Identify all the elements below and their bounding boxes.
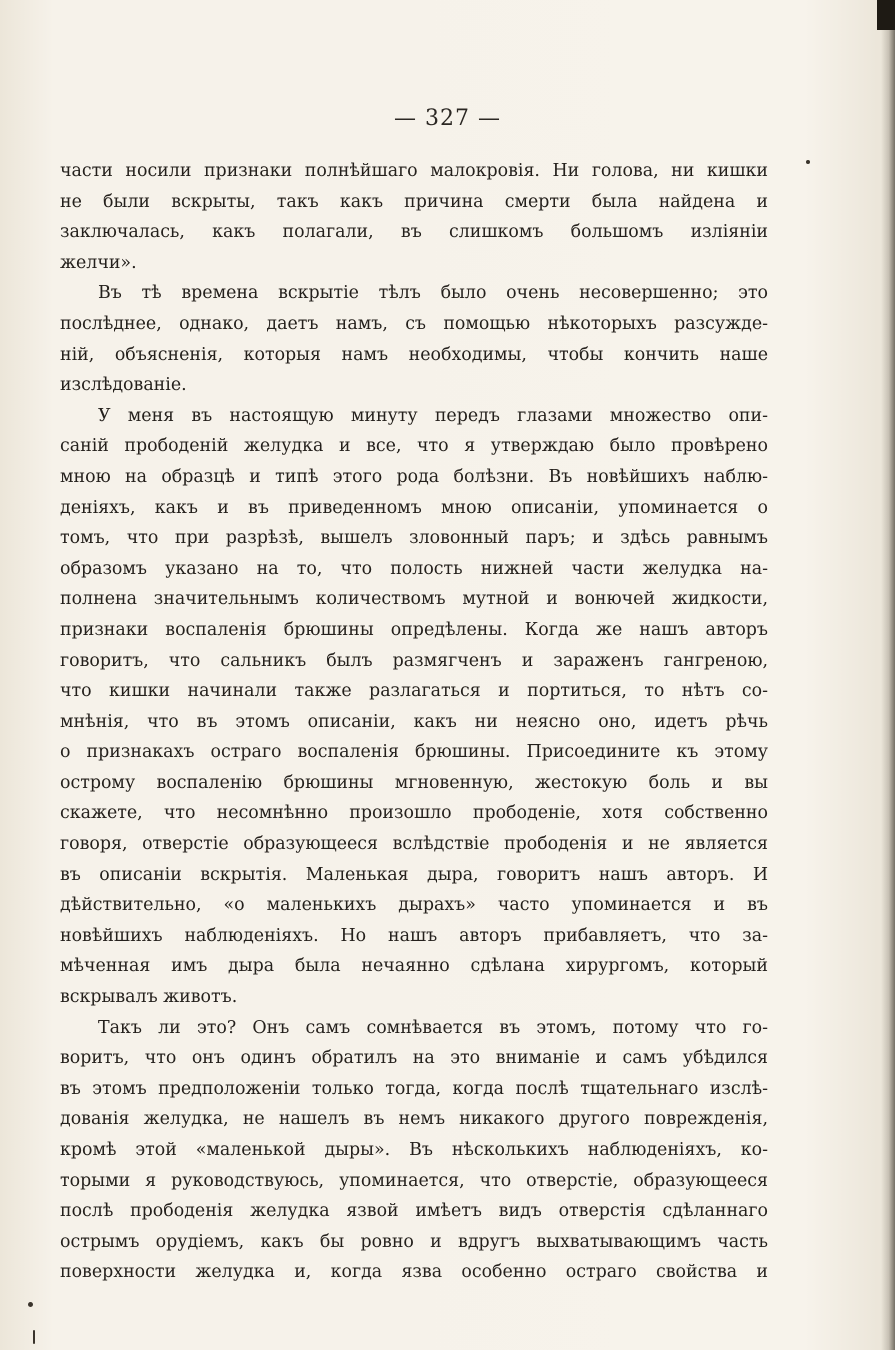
text-line: острому воспаленію брюшины мгновенную, жестокую боль и вы (60, 772, 768, 793)
page-number: — 327 — (394, 106, 501, 131)
text-line: ній, объясненія, которыя намъ необходимы, чтобы кончить наше (60, 344, 768, 365)
text-line: говоря, отверстіе образующееся вслѣдствіе прободенія и не является (60, 834, 768, 855)
text-line: деніяхъ, какъ и въ приведенномъ мною описаніи, упоминается о (60, 497, 768, 518)
page-edge-shadow (881, 0, 895, 1350)
text-line: острымъ орудіемъ, какъ бы ровно и вдругъ выхватывающимъ часть (60, 1231, 768, 1252)
text-line: изслѣдованіе. (60, 375, 187, 396)
ink-speck (28, 1302, 33, 1307)
ink-speck (806, 160, 810, 164)
text-line: кромѣ этой «маленькой дыры». Въ нѣсколькихъ наблюденіяхъ, ко- (60, 1140, 768, 1160)
ink-speck (33, 1330, 35, 1344)
text-line: о признакахъ остраго воспаленія брюшины. Присоедините къ этому (60, 742, 768, 763)
text-line: желчи». (60, 252, 137, 273)
text-line: Такъ ли это? Онъ самъ сомнѣвается въ этомъ, потому что го- (98, 1017, 768, 1038)
text-line: У меня въ настоящую минуту передъ глазами множество опи- (98, 405, 768, 426)
text-line: мною на образцѣ и типѣ этого рода болѣзни. Въ новѣйшихъ наблю- (60, 466, 768, 487)
text-line: Въ тѣ времена вскрытіе тѣлъ было очень несовершенно; это (98, 283, 768, 304)
text-line: саній прободеній желудка и все, что я утверждаю было провѣрено (60, 436, 768, 457)
body-text (60, 156, 768, 1288)
text-line: дованія желудка, не нашелъ въ немъ никакого другого поврежденія, (60, 1109, 768, 1130)
text-line: въ описаніи вскрытія. Маленькая дыра, говоритъ нашъ авторъ. И (60, 864, 768, 885)
text-line: образомъ указано на то, что полость нижней части желудка на- (60, 558, 768, 579)
text-line: послѣ прободенія желудка язвой имѣетъ видъ отверстія сдѣланнаго (60, 1201, 768, 1222)
text-line: мнѣнія, что въ этомъ описаніи, какъ ни неясно оно, идетъ рѣчь (60, 711, 768, 732)
text-line: заключалась, какъ полагали, въ слишкомъ большомъ изліяніи (60, 222, 768, 243)
text-line: въ этомъ предположеніи только тогда, когда послѣ тщательнаго изслѣ- (60, 1078, 768, 1099)
text-line: что кишки начинали также разлагаться и портиться, то нѣтъ со- (60, 681, 768, 702)
text-line: признаки воспаленія брюшины опредѣлены. Когда же нашъ авторъ (60, 619, 768, 640)
text-line: мѣченная имъ дыра была нечаянно сдѣлана хирургомъ, который (60, 956, 768, 977)
text-line: послѣднее, однако, даетъ намъ, съ помощью нѣкоторыхъ разсужде- (60, 313, 768, 334)
text-line: новѣйшихъ наблюденіяхъ. Но нашъ авторъ прибавляетъ, что за- (60, 925, 768, 946)
text-line: томъ, что при разрѣзѣ, вышелъ зловонный паръ; и здѣсь равнымъ (60, 528, 768, 549)
text-line: полнена значительнымъ количествомъ мутной и вонючей жидкости, (60, 589, 768, 610)
text-line: воритъ, что онъ одинъ обратилъ на это вниманіе и самъ убѣдился (60, 1048, 768, 1069)
text-line: говоритъ, что сальникъ былъ размягченъ и зараженъ гангреною, (60, 650, 768, 671)
text-line: торыми я руководствуюсь, упоминается, что отверстіе, образующееся (60, 1170, 768, 1191)
text-line: вскрывалъ животъ. (60, 987, 238, 1008)
text-line: скажете, что несомнѣнно произошло прободеніе, хотя собственно (60, 803, 768, 824)
text-line: поверхности желудка и, когда язва особенно остраго свойства и (60, 1262, 768, 1283)
text-line: не были вскрыты, такъ какъ причина смерти была найдена и (60, 191, 768, 212)
text-line: дѣйствительно, «о маленькихъ дырахъ» часто упоминается и въ (60, 895, 768, 916)
text-line: части носили признаки полнѣйшаго малокровія. Ни голова, ни кишки (60, 161, 768, 181)
page-corner-dark (877, 0, 895, 30)
